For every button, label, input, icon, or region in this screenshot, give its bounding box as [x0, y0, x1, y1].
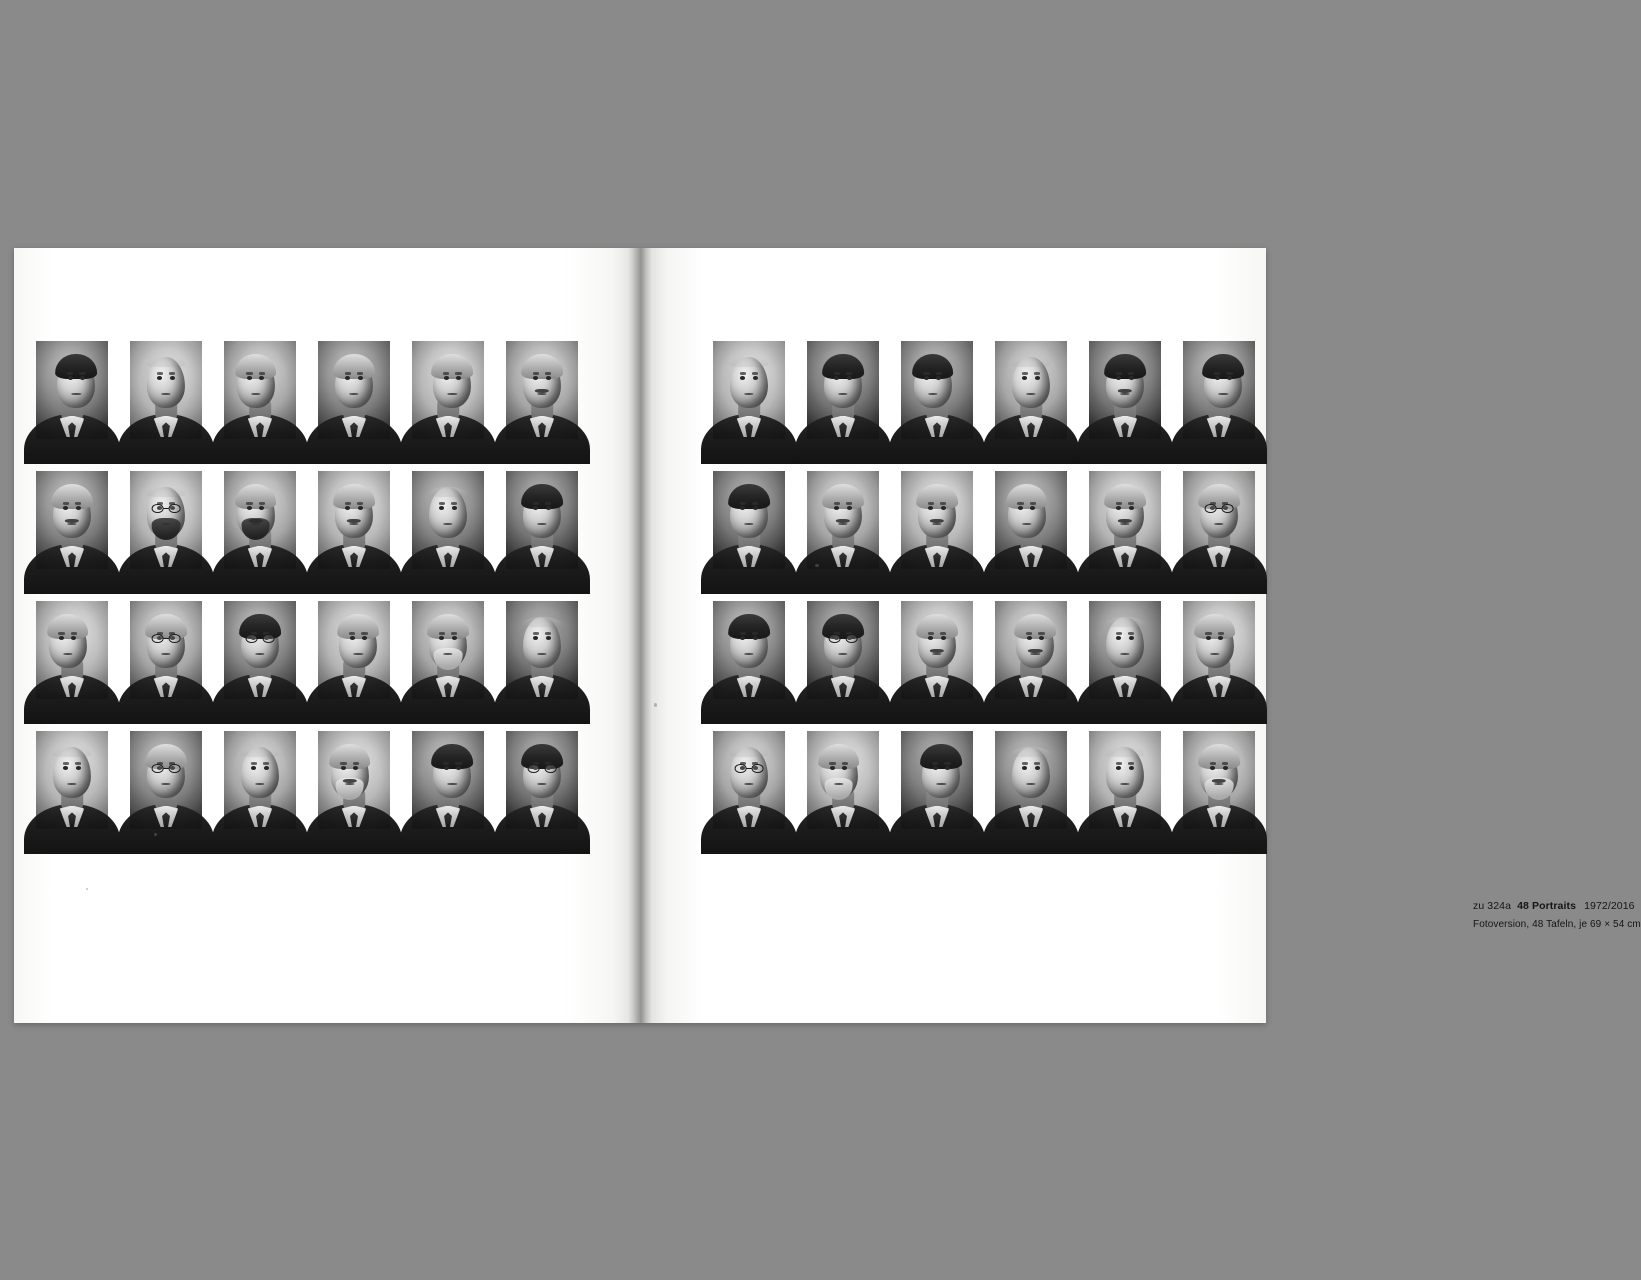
portrait-vignette [995, 471, 1067, 569]
portrait-vignette [807, 341, 879, 439]
portrait-photo [1183, 731, 1255, 829]
portrait-photo [995, 731, 1067, 829]
portrait-photo [412, 601, 484, 699]
portrait-vignette [713, 601, 785, 699]
portrait-vignette [901, 341, 973, 439]
portrait-vignette [130, 471, 202, 569]
portrait-photo [36, 341, 108, 439]
portrait-photo [1183, 341, 1255, 439]
paper-speck [654, 703, 657, 707]
portrait-vignette [36, 471, 108, 569]
portrait-vignette [995, 731, 1067, 829]
portrait-photo [1183, 471, 1255, 569]
portrait-photo [901, 471, 973, 569]
book-spread [14, 248, 1641, 1023]
portrait-vignette [506, 731, 578, 829]
portrait-photo [995, 341, 1067, 439]
portrait-vignette [1089, 471, 1161, 569]
portrait-vignette [1089, 601, 1161, 699]
portrait-vignette [901, 731, 973, 829]
portrait-photo [995, 601, 1067, 699]
portrait-vignette [412, 601, 484, 699]
paper-speck [815, 564, 819, 567]
portrait-photo [807, 601, 879, 699]
portrait-vignette [36, 601, 108, 699]
portrait-photo [506, 471, 578, 569]
portrait-photo [901, 731, 973, 829]
portrait-photo [901, 341, 973, 439]
portrait-photo [318, 471, 390, 569]
portrait-vignette [506, 471, 578, 569]
portrait-vignette [995, 341, 1067, 439]
paper-speck [154, 833, 157, 836]
portrait-vignette [1183, 601, 1255, 699]
artwork-title: 48 Portraits [1517, 900, 1577, 912]
portrait-photo [807, 471, 879, 569]
portrait-photo [224, 601, 296, 699]
portrait-vignette [506, 601, 578, 699]
portrait-photo [224, 471, 296, 569]
portrait-photo [318, 341, 390, 439]
portrait-photo [1089, 341, 1161, 439]
portrait-photo [318, 601, 390, 699]
portrait-vignette [1183, 341, 1255, 439]
portrait-vignette [1183, 471, 1255, 569]
portrait-photo [506, 601, 578, 699]
artwork-years: 1972/2016 [1584, 900, 1635, 912]
portrait-vignette [130, 341, 202, 439]
portrait-grid-right [713, 341, 1255, 829]
portrait-vignette [713, 341, 785, 439]
portrait-vignette [412, 731, 484, 829]
portrait-grid-left [36, 341, 578, 829]
portrait-vignette [224, 471, 296, 569]
portrait-photo [130, 471, 202, 569]
portrait-vignette [224, 601, 296, 699]
portrait-vignette [901, 601, 973, 699]
portrait-photo [1089, 731, 1161, 829]
portrait-photo [130, 341, 202, 439]
portrait-vignette [713, 471, 785, 569]
portrait-vignette [1183, 731, 1255, 829]
catalog-number: zu 324a [1473, 900, 1512, 912]
portrait-photo [995, 471, 1067, 569]
portrait-vignette [901, 471, 973, 569]
portrait-vignette [713, 731, 785, 829]
portrait-photo [807, 731, 879, 829]
artwork-caption [1473, 898, 1641, 933]
portrait-photo [807, 341, 879, 439]
portrait-photo [36, 471, 108, 569]
right-page [640, 248, 1641, 1023]
portrait-photo [224, 341, 296, 439]
portrait-photo [130, 601, 202, 699]
portrait-vignette [412, 471, 484, 569]
portrait-photo [36, 601, 108, 699]
portrait-photo [506, 731, 578, 829]
portrait-vignette [130, 601, 202, 699]
left-page [14, 248, 640, 1023]
portrait-vignette [807, 731, 879, 829]
portrait-vignette [1089, 341, 1161, 439]
caption-line-primary [1473, 898, 1641, 914]
portrait-vignette [412, 341, 484, 439]
portrait-vignette [506, 341, 578, 439]
portrait-photo [130, 731, 202, 829]
portrait-photo [412, 341, 484, 439]
portrait-vignette [224, 731, 296, 829]
paper-speck [86, 888, 88, 890]
portrait-vignette [807, 471, 879, 569]
portrait-photo [412, 731, 484, 829]
portrait-photo [412, 471, 484, 569]
portrait-vignette [36, 341, 108, 439]
portrait-vignette [36, 731, 108, 829]
portrait-photo [713, 471, 785, 569]
portrait-vignette [995, 601, 1067, 699]
portrait-vignette [318, 341, 390, 439]
portrait-vignette [1089, 731, 1161, 829]
portrait-photo [1089, 471, 1161, 569]
portrait-photo [1089, 601, 1161, 699]
portrait-vignette [807, 601, 879, 699]
portrait-photo [1183, 601, 1255, 699]
portrait-vignette [130, 731, 202, 829]
portrait-photo [506, 341, 578, 439]
caption-line-details: Fotoversion, 48 Tafeln, je 69 × 54 cm [1473, 919, 1641, 931]
portrait-photo [713, 341, 785, 439]
portrait-photo [901, 601, 973, 699]
portrait-photo [224, 731, 296, 829]
portrait-vignette [224, 341, 296, 439]
portrait-photo [713, 731, 785, 829]
portrait-photo [318, 731, 390, 829]
portrait-photo [36, 731, 108, 829]
portrait-photo [713, 601, 785, 699]
portrait-vignette [318, 601, 390, 699]
portrait-vignette [318, 471, 390, 569]
portrait-vignette [318, 731, 390, 829]
